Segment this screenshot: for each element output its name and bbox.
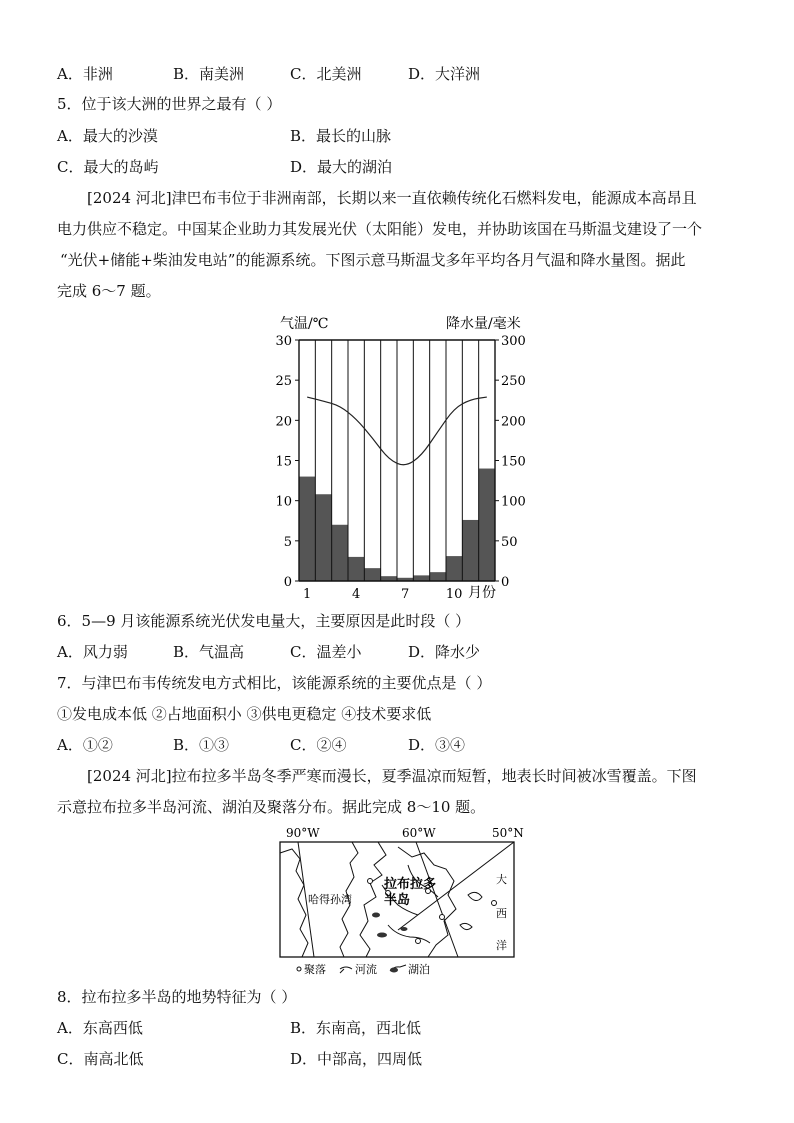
q6-option-c: C．温差小 (290, 643, 362, 661)
right-tick-label: 200 (501, 414, 526, 430)
x-tick-label: 7 (401, 587, 410, 602)
precip-bar-12 (479, 469, 495, 581)
precip-bar-4 (348, 557, 364, 581)
map-settlement (492, 901, 497, 906)
precip-bar-10 (446, 556, 462, 581)
map-settlement (440, 915, 445, 920)
chart-left-axis-label: 气温/℃ (280, 316, 329, 332)
left-tick-label: 25 (275, 374, 292, 390)
legend-settlement-label: 聚落 (304, 963, 326, 976)
q7-option-d: D．③④ (408, 736, 466, 754)
q8-option-c: C．南高北低 (57, 1050, 144, 1068)
precip-bar-6 (381, 576, 397, 581)
map-legend (297, 962, 430, 976)
map-ocean-char-3: 洋 (496, 939, 507, 952)
x-tick-label: 4 (352, 587, 361, 602)
precip-bar-2 (315, 494, 331, 581)
right-tick-label: 0 (501, 575, 510, 590)
q4-option-d: D．大洋洲 (408, 65, 481, 83)
q7-option-a: A．①② (57, 736, 113, 754)
legend-river-label: 河流 (355, 963, 377, 976)
right-tick-label: 150 (501, 454, 526, 470)
right-tick-label: 100 (501, 494, 526, 510)
legend-settlement-icon (297, 967, 301, 971)
chart-x-unit-label: 月份 (468, 585, 496, 601)
x-tick-label: 1 (303, 587, 312, 602)
left-tick-label: 30 (275, 334, 292, 349)
map-lake (377, 933, 387, 938)
q7-option-c: C．②④ (290, 736, 347, 754)
q8-option-a: A．东高西低 (57, 1019, 143, 1037)
passage1-line-1: [2024 河北]津巴布韦位于非洲南部，长期以来一直依赖传统化石燃料发电，能源成本高昂且 (87, 189, 697, 207)
left-tick-label: 20 (275, 414, 292, 430)
legend-river-icon (340, 967, 352, 973)
map-peninsula-label-1: 拉布拉多 (384, 877, 437, 892)
precip-bar-9 (430, 572, 446, 581)
left-tick-label: 15 (275, 454, 292, 470)
precip-bar-1 (299, 477, 315, 581)
map-hudson-bay-label: 哈得孙湾 (308, 893, 352, 906)
passage1-line-2: 电力供应不稳定。中国某企业助力其发展光伏（太阳能）发电，并协助该国在马斯温戈建设了一个 (57, 220, 703, 238)
map-lon-label-60w: 60°W (402, 826, 436, 840)
precip-bar-8 (413, 575, 429, 581)
q5-stem: 5．位于该大洲的世界之最有（ ） (57, 95, 282, 113)
q6-option-a: A．风力弱 (57, 643, 128, 661)
chart-right-axis-label: 降水量/毫米 (446, 316, 521, 332)
passage2-line-1: [2024 河北]拉布拉多半岛冬季严寒而漫长，夏季温凉而短暂，地表长时间被冰雪覆盖。下图 (87, 767, 697, 785)
right-tick-label: 50 (501, 534, 518, 550)
q8-option-b: B．东南高，西北低 (290, 1019, 422, 1037)
q4-option-a: A．非洲 (57, 65, 113, 83)
left-tick-label: 10 (275, 494, 292, 510)
left-tick-label: 0 (283, 575, 292, 590)
map-settlement (368, 879, 373, 884)
passage2-line-2: 示意拉布拉多半岛河流、湖泊及聚落分布。据此完成 8～10 题。 (57, 798, 486, 816)
q7-option-b: B．①③ (173, 736, 230, 754)
map-peninsula-label-2: 半岛 (384, 893, 411, 908)
map-lat-label-50n: 50°N (492, 826, 524, 840)
precip-bar-11 (462, 520, 478, 581)
q5-option-b: B．最长的山脉 (290, 127, 392, 145)
q7-stem: 7．与津巴布韦传统发电方式相比，该能源系统的主要优点是（ ） (57, 674, 492, 692)
q8-option-d: D．中部高，四周低 (290, 1050, 423, 1068)
labrador-map (278, 825, 528, 980)
passage1-line-3: “光伏+储能+柴油发电站”的能源系统。下图示意马斯温戈多年平均各月气温和降水量图。据此 (60, 251, 686, 269)
q4-option-b: B．南美洲 (173, 65, 245, 83)
passage1-line-4: 完成 6～7 题。 (57, 282, 161, 300)
q5-option-d: D．最大的湖泊 (290, 158, 393, 176)
q6-stem: 6．5—9 月该能源系统光伏发电量大，主要原因是此时段（ ） (57, 612, 471, 630)
map-settlement (416, 939, 421, 944)
map-ocean-char-2: 西 (496, 907, 507, 920)
q5-option-c: C．最大的岛屿 (57, 158, 159, 176)
climate-chart (270, 310, 530, 605)
map-lon-label-90w: 90°W (286, 826, 320, 840)
q6-option-d: D．降水少 (408, 643, 481, 661)
x-tick-label: 10 (445, 587, 463, 602)
q6-option-b: B．气温高 (173, 643, 245, 661)
q5-option-a: A．最大的沙漠 (57, 127, 158, 145)
q8-stem: 8．拉布拉多半岛的地势特征为（ ） (57, 988, 297, 1006)
legend-lake-icon (390, 968, 398, 973)
legend-lake-label: 湖泊 (408, 963, 430, 976)
left-tick-label: 5 (283, 534, 292, 550)
right-tick-label: 250 (501, 374, 526, 390)
map-lake (372, 913, 380, 918)
precip-bar-3 (332, 525, 348, 581)
q4-option-c: C．北美洲 (290, 65, 362, 83)
precip-bar-5 (364, 568, 380, 581)
map-ocean-char-1: 大 (496, 873, 507, 886)
right-tick-label: 300 (501, 334, 526, 349)
map-lake (401, 927, 408, 931)
q7-items: ①发电成本低 ②占地面积小 ③供电更稳定 ④技术要求低 (57, 705, 432, 723)
